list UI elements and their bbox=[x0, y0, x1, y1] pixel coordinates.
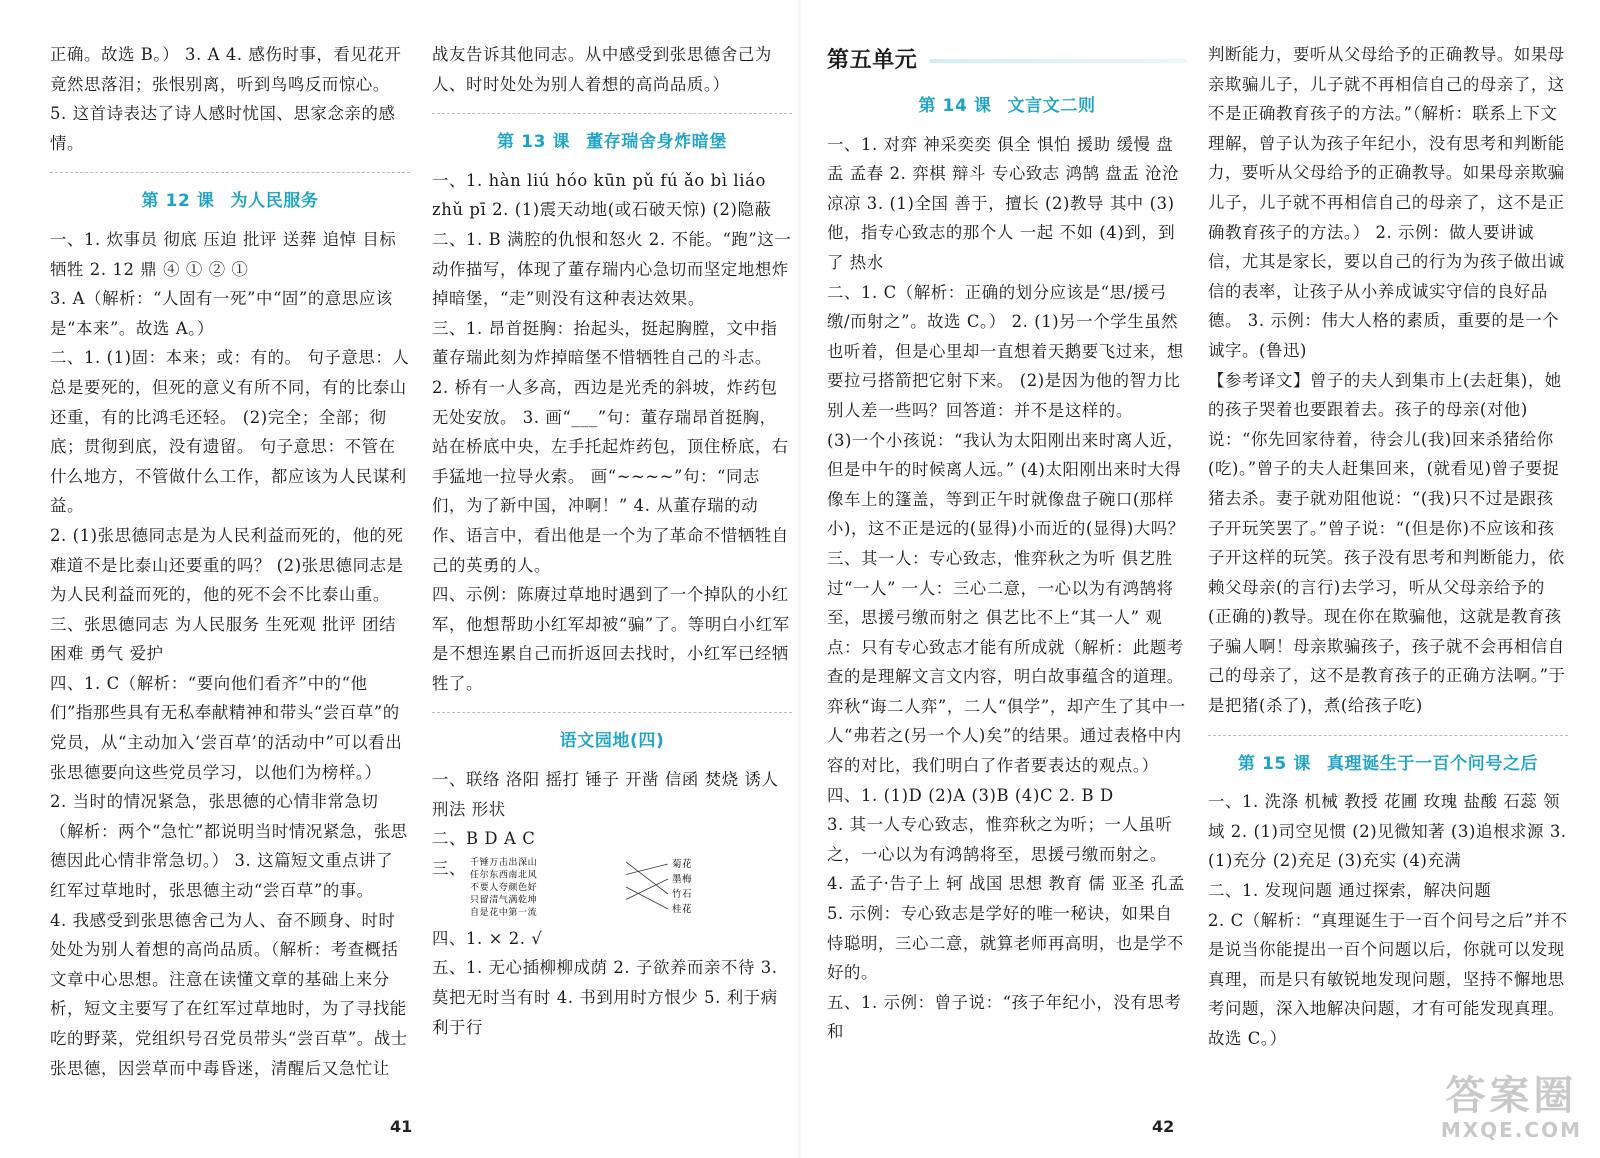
page-number-right: 42 bbox=[1152, 1117, 1175, 1136]
matching-exercise bbox=[432, 854, 792, 924]
answer-paragraph: 四、1. × 2. √ bbox=[432, 928, 543, 948]
answer-paragraph: 正确。故选 B。） 3. A 4. 感伤时事，看见花开竟然思落泪；张恨别离，听到鸟鸣反而惊心。 bbox=[50, 45, 402, 94]
answer-paragraph: 一、1. 对弈 神采奕奕 俱全 惧怕 援助 缓慢 盘盂 孟春 2. 弈棋 辩斗 专心致志 鸿鹄 盘盂 沧沧凉凉 3. (1)全国 善于，擅长 (2)教导 其中 (3)他，指专心致志的那个人 一起 不如 (4)到，到了 热水 bbox=[827, 134, 1180, 272]
match-right-item: 墨梅 bbox=[671, 873, 693, 885]
match-right-item: 菊花 bbox=[671, 858, 693, 870]
answer-paragraph: 三、1. 昂首挺胸：抬起头，挺起胸膛，文中指董存瑞此刻为炸掉暗堡不惜牺牲自己的斗志。 bbox=[432, 318, 778, 368]
match-right-item: 桂花 bbox=[671, 903, 693, 915]
answer-paragraph: 二、1. B 满腔的仇恨和怒火 2. 不能。“跑”这一动作描写，体现了董存瑞内心急切而坚定地想炸掉暗堡，“走”则没有这种表达效果。 bbox=[432, 229, 792, 309]
answer-paragraph: 4. 孟子·告子上 轲 战国 思想 教育 儒 亚圣 孔孟 5. 示例：专心致志是学好的唯一秘诀，如果自恃聪明，三心二意，就算老师再高明，也是学不好的。 bbox=[827, 874, 1185, 983]
left-column-1 bbox=[50, 40, 410, 1083]
lesson-title: 真理诞生于一百个问号之后 bbox=[1326, 753, 1539, 774]
answer-paragraph: 四、示例：陈赓过草地时遇到了一个掉队的小红军，他想帮助小红军却被“骗”了。等明白小红军是不想连累自己而折返回去找时，小红军已经牺牲了。 bbox=[432, 585, 790, 693]
answer-paragraph: 2. (1)张思德同志是为人民利益而死的，他的死难道不是比泰山还要重的吗？ (2)张思德同志是为人民利益而死的，他的死不会不比泰山重。 bbox=[50, 525, 404, 605]
answer-paragraph: 一、1. hàn liú hóo kūn pǔ fú ǎo bì liáo zhǔ pī 2. (1)震天动地(或石破天惊) (2)隐蔽 bbox=[432, 170, 772, 220]
lesson-heading bbox=[1208, 750, 1568, 780]
answer-paragraph: 四、1. (1)D (2)A (3)B (4)C 2. B D bbox=[827, 785, 1114, 805]
answer-paragraph: 4. 我感受到张思德舍己为人、奋不顾身、时时处处为别人着想的高尚品质。（解析：考查概括文章中心思想。注意在读懂文章的基础上来分析，短文主要写了在红军过草地时，为了寻找能吃的野菜，党组织号召党员带头“尝百草”。战士张思德，因尝草而中毒昏迷，清醒后又急忙让 bbox=[50, 910, 408, 1078]
lesson-title: 文言文二则 bbox=[1007, 96, 1096, 116]
answer-paragraph: 三、其一人：专心致志，惟弈秋之为听 俱艺胜过“一人” 一人：三心二意，一心以为有鸿鹄将至，思援弓缴而射之 俱艺比不上“其一人” 观点：只有专心致志才能有所成就（解析：此题考查的是理解文言文内容，明白故事蕴含的道理。弈秋“诲二人弈”，二人“俱学”，却产生了其中一人“弗若之(另一个人)矣”的结果。通过表格中内容的对比，我们明白了作者要表达的观点。） bbox=[827, 548, 1186, 776]
unit-title: 第五单元 bbox=[827, 44, 1187, 78]
match-line bbox=[626, 864, 668, 875]
right-column-1 bbox=[827, 40, 1187, 1047]
answer-paragraph: 判断能力，要听从父母给予的正确教导。如果母亲欺骗儿子，儿子就不再相信自己的母亲了，这不是正确教育孩子的方法。”（解析：联系上下文理解，曾子认为孩子年纪小，没有思考和判断能力，要听从父母给予的正确教导。如果母亲欺骗儿子，儿子就不再相信自己的母亲了，这不是正确教育孩子的方法。） 2. 示例：做人要讲诚信，尤其是家长，要以自己的行为为孩子做出诚信的表率，让孩子从小养成诚实守信的良好品德。 3. 示例：伟大人格的素质，重要的是一个诚字。(鲁迅) bbox=[1208, 45, 1565, 360]
answer-paragraph: 二、B D A C bbox=[432, 829, 536, 849]
lesson-number: 第 13 课 bbox=[497, 132, 571, 153]
match-left-item: 千锤万击出深山 bbox=[469, 857, 538, 868]
answer-paragraph: 一、联络 洛阳 摇打 锤子 开凿 信函 焚烧 诱人 刑法 形状 bbox=[432, 770, 779, 819]
lesson-heading bbox=[50, 187, 410, 217]
question-number: 三、 bbox=[432, 858, 466, 878]
right-column-2 bbox=[1208, 40, 1568, 1054]
match-left-item: 只留清气满乾坤 bbox=[469, 895, 538, 906]
answer-paragraph: 【参考译文】曾子的夫人到集市上(去赶集)，她的孩子哭着也要跟着去。孩子的母亲(对他)说：“你先回家待着，待会儿(我)回来杀猪给你(吃)。”曾子的夫人赶集回来，(就看见)曾子要捉猪去杀。妻子就劝阻他说：“(我)只不过是跟孩子开玩笑罢了。”曾子说：“(但是你)不应该和孩子开这样的玩笑。孩子没有思考和判断能力，依赖父母亲(的言行)去学习，听从父母亲给予的(正确的)教导。现在你在欺骗他，这就是教育孩子骗人啊！母亲欺骗孩子，孩子就不会再相信自己的母亲了，这不是教育孩子的正确方法啊。”于是把猪(杀了)，煮(给孩子吃) bbox=[1208, 370, 1566, 716]
answer-paragraph: 战友告诉其他同志。从中感受到张思德舍己为人、时时处处为别人着想的高尚品质。） bbox=[432, 45, 772, 94]
answer-paragraph: 五、1. 无心插柳柳成荫 2. 子欲养而亲不待 3. 莫把无时当有时 4. 书到用时方恨少 5. 利于病 利于行 bbox=[432, 958, 778, 1037]
lesson-number: 第 15 课 bbox=[1237, 753, 1311, 774]
answer-paragraph: 三、张思德同志 为人民服务 生死观 批评 团结 困难 勇气 爱护 bbox=[50, 614, 397, 664]
answer-paragraph: 3. 其一人专心致志，惟弈秋之为听；一人虽听之，一心以为有鸿鹄将至，思援弓缴而射之。 bbox=[827, 815, 1173, 864]
lesson-title: 董存瑞舍身炸暗堡 bbox=[586, 132, 727, 153]
match-left-item: 不要人夸颜色好 bbox=[469, 882, 538, 893]
answer-paragraph: 5. 这首诗表达了诗人感时忧国、思家念亲的感情。 bbox=[50, 104, 396, 153]
answer-paragraph: 3. A（解析：“人固有一死”中“固”的意思应该是“本来”。故选 A。） bbox=[50, 289, 393, 338]
lesson-heading bbox=[827, 92, 1187, 122]
lesson-heading bbox=[432, 128, 792, 158]
lesson-number: 第 14 课 bbox=[918, 96, 992, 116]
answer-paragraph: (3)一个小孩说：“我认为太阳刚出来时离人近，但是中午的时候离人远。” (4)太阳刚出来时大得像车上的篷盖，等到正午时就像盘子碗口(那样小)，这不正是远的(显得)小而近的(显得)大吗？ bbox=[827, 430, 1185, 539]
answer-paragraph: 二、1. 发现问题 通过探索，解决问题 bbox=[1208, 881, 1492, 901]
answer-paragraph: 一、1. 洗涤 机械 教授 花圃 玫瑰 盐酸 石蕊 领域 2. (1)司空见惯 (2)见微知著 (3)追根求源 3. (1)充分 (2)充足 (3)充实 (4)充满 bbox=[1208, 792, 1567, 871]
section-divider bbox=[432, 113, 792, 114]
left-column-2 bbox=[432, 40, 792, 1042]
match-line bbox=[626, 887, 668, 909]
lesson-number: 第 12 课 bbox=[141, 191, 215, 212]
section-divider bbox=[50, 172, 410, 173]
match-left-item: 任尔东西南北风 bbox=[469, 870, 538, 881]
section-divider bbox=[432, 712, 792, 713]
match-right-item: 竹石 bbox=[671, 888, 693, 900]
answer-paragraph: 一、1. 炊事员 彻底 压迫 批评 送葬 追悼 目标 牺牲 2. 12 鼎 ④ ① ② ① bbox=[50, 229, 397, 279]
watermark-logo: 答案圈 MXQE.COM bbox=[1440, 1073, 1582, 1142]
right-page bbox=[800, 0, 1600, 1158]
lesson-title: 语文园地(四) bbox=[559, 731, 665, 752]
matching-lines-figure bbox=[466, 854, 792, 924]
section-divider bbox=[1208, 735, 1568, 736]
answer-paragraph: 四、1. C（解析：“要向他们看齐”中的“他们”指那些具有无私奉献精神和带头“尝百草”的党员，从“主动加入‘尝百草’的活动中”可以看出张思德要向这些党员学习，以他们为榜样。） bbox=[50, 673, 403, 782]
answer-paragraph: 二、1. (1)固：本来；或：有的。 句子意思：人总是要死的，但死的意义有所不同，有的比泰山还重，有的比鸿毛还轻。 (2)完全；全部；彻底；贯彻到底，没有遗留。 句子意思：不管在什么地方，不管做什么工作，都应该为人民谋利益。 bbox=[50, 348, 410, 516]
lesson-title: 为人民服务 bbox=[230, 191, 319, 212]
answer-paragraph: 五、1. 示例：曾子说：“孩子年纪小，没有思考和 bbox=[827, 992, 1182, 1042]
answer-paragraph: 2. 桥有一人多高，西边是光秃的斜坡，炸药包无处安放。 3. 画“___”句：董存瑞昂首挺胸，站在桥底中央，左手托起炸药包，顶住桥底，右手猛地一拉导火索。 画“~~~~”句：“同志们，为了新中国，冲啊！” 4. 从董存瑞的动作、语言中，看出他是一个为了革命不惜牺牲自己的英勇的人。 bbox=[432, 377, 789, 575]
answer-paragraph: 2. C（解析：“真理诞生于一百个问号之后”并不是说当你能提出一百个问题以后，你就可以发现真理，而是只有敏锐地发现问题，坚持不懈地思考问题，深入地解决问题，才有可能发现真理。故选 C。） bbox=[1208, 910, 1568, 1048]
page-number-left: 41 bbox=[390, 1117, 413, 1136]
match-left-item: 自是花中第一流 bbox=[469, 907, 538, 918]
lesson-heading bbox=[432, 727, 792, 757]
answer-paragraph: 2. 当时的情况紧急，张思德的心情非常急切（解析：两个“急忙”都说明当时情况紧急，张思德因此心情非常急切。） 3. 这篇短文重点讲了红军过草地时，张思德主动“尝百草”的事。 bbox=[50, 792, 408, 901]
answer-paragraph: 二、1. C（解析：正确的划分应该是“思/援弓缴/而射之”。故选 C。） 2. (1)另一个学生虽然也听着，但是心里却一直想着天鹅要飞过来，想要拉弓搭箭把它射下来。 (2)是因为他的智力比别人差一些吗？回答道：并不是这样的。 bbox=[827, 282, 1184, 420]
